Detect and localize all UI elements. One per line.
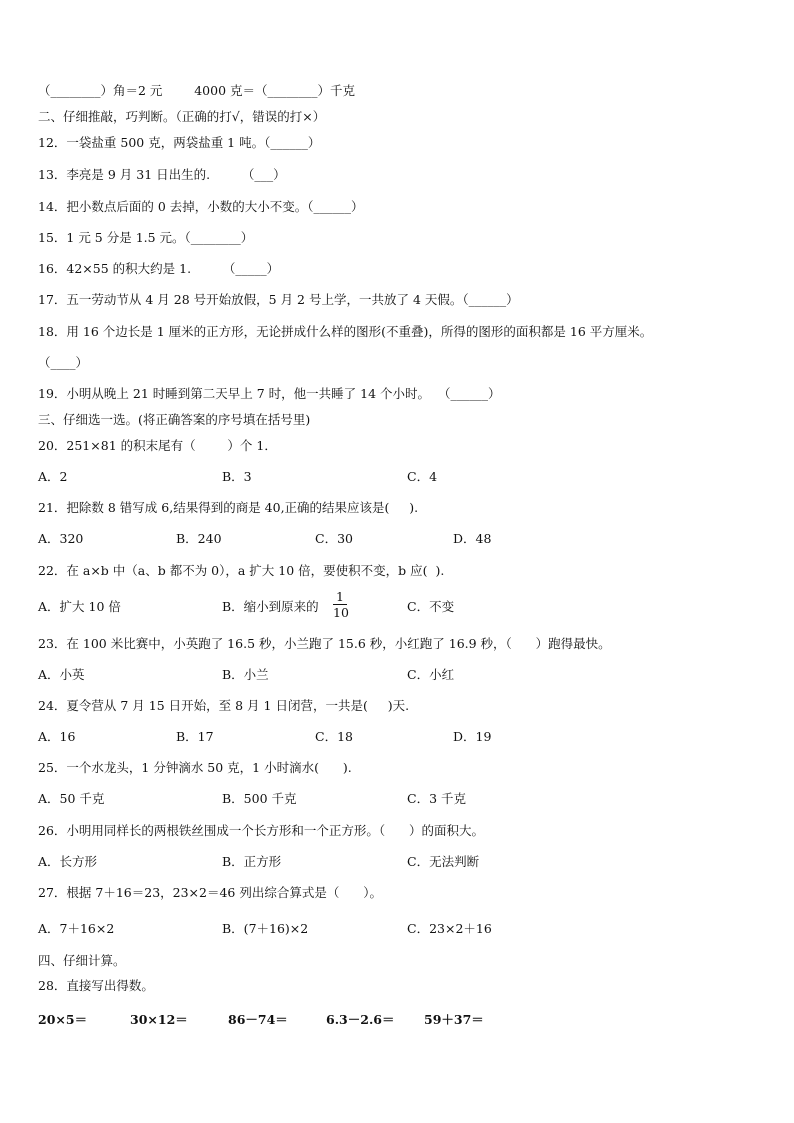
question-22: 22．在 a×b 中（a、b 都不为 0），a 扩大 10 倍，要使积不变，b 应( ). <box>38 563 445 578</box>
question-15: 15．1 元 5 分是 1.5 元。（________） <box>38 230 254 245</box>
question-19: 19．小明从晚上 21 时睡到第二天早上 7 时，他一共睡了 14 个小时。 （______） <box>38 386 501 401</box>
calc-item: 86－74＝ <box>228 1012 288 1027</box>
q24-option-b: B．17 <box>176 729 214 744</box>
fraction-numerator: 1 <box>336 589 344 604</box>
q24-option-a: A．16 <box>38 729 76 744</box>
calc-item: 30×12＝ <box>130 1012 188 1027</box>
q20-option-b: B．3 <box>222 469 252 484</box>
q24-option-c: C．18 <box>315 729 353 744</box>
q23-option-c: C．小红 <box>407 667 455 682</box>
question-24: 24．夏令营从 7 月 15 日开始，至 8 月 1 日闭营，一共是( )天. <box>38 698 410 713</box>
q26-option-b: B．正方形 <box>222 854 282 869</box>
question-17: 17．五一劳动节从 4 月 28 号开始放假，5 月 2 号上学，一共放了 4 天假。（______） <box>38 292 519 307</box>
question-28: 28．直接写出得数。 <box>38 978 154 993</box>
question-16: 16．42×55 的积大约是 1. （_____） <box>38 261 280 276</box>
q27-option-a: A．7＋16×2 <box>38 921 115 936</box>
question-26: 26．小明用同样长的两根铁丝围成一个长方形和一个正方形。（ ）的面积大。 <box>38 823 484 838</box>
q21-option-c: C．30 <box>315 531 353 546</box>
q21-option-b: B．240 <box>176 531 222 546</box>
calc-item: 6.3－2.6＝ <box>326 1012 395 1027</box>
question-12: 12．一袋盐重 500 克，两袋盐重 1 吨。（______） <box>38 135 321 150</box>
q22-option-c: C．不变 <box>407 599 455 614</box>
question-25: 25．一个水龙头，1 分钟滴水 50 克，1 小时滴水( ). <box>38 760 352 775</box>
q26-option-c: C．无法判断 <box>407 854 480 869</box>
q22-fraction <box>333 590 347 619</box>
calc-item: 59＋37＝ <box>424 1012 484 1027</box>
fill-blank-line: （________）角＝2 元 4000 克＝（________）千克 <box>38 83 355 98</box>
q23-option-b: B．小兰 <box>222 667 269 682</box>
q20-option-c: C．4 <box>407 469 438 484</box>
q20-option-a: A．2 <box>38 469 68 484</box>
question-18-answer: （____） <box>38 355 89 370</box>
q27-option-b: B．(7＋16)×2 <box>222 921 309 936</box>
q27-option-c: C．23×2＋16 <box>407 921 492 936</box>
question-20: 20．251×81 的积末尾有（ ）个 1． <box>38 438 277 453</box>
q24-option-d: D．19 <box>453 729 492 744</box>
fraction-denominator: 10 <box>333 605 349 620</box>
q21-option-a: A．320 <box>38 531 84 546</box>
question-13: 13．李亮是 9 月 31 日出生的. （___） <box>38 167 286 182</box>
q23-option-a: A．小英 <box>38 667 85 682</box>
q26-option-a: A．长方形 <box>38 854 98 869</box>
q25-option-c: C．3 千克 <box>407 791 466 806</box>
q22-option-a: A．扩大 10 倍 <box>38 599 121 614</box>
question-27: 27．根据 7＋16＝23，23×2＝46 列出综合算式是（ ）。 <box>38 885 382 900</box>
q25-option-a: A．50 千克 <box>38 791 105 806</box>
section-heading-calc: 四、仔细计算。 <box>38 953 126 968</box>
q22-option-b: B．缩小到原来的 <box>222 599 319 614</box>
question-23: 23．在 100 米比赛中，小英跑了 16.5 秒，小兰跑了 15.6 秒，小红跑了 16.9 秒，（ ）跑得最快。 <box>38 636 611 651</box>
q25-option-b: B．500 千克 <box>222 791 297 806</box>
section-heading-judge: 二、仔细推敲，巧判断。（正确的打√，错误的打×） <box>38 109 326 124</box>
calc-item: 20×5＝ <box>38 1012 88 1027</box>
question-18: 18．用 16 个边长是 1 厘米的正方形，无论拼成什么样的图形(不重叠)，所得的图形的面积都是 16 平方厘米。 <box>38 324 653 339</box>
question-21: 21．把除数 8 错写成 6,结果得到的商是 40,正确的结果应该是( ). <box>38 500 419 515</box>
q21-option-d: D．48 <box>453 531 492 546</box>
question-14: 14．把小数点后面的 0 去掉，小数的大小不变。（______） <box>38 199 364 214</box>
section-heading-choice: 三、仔细选一选。(将正确答案的序号填在括号里) <box>38 412 311 427</box>
